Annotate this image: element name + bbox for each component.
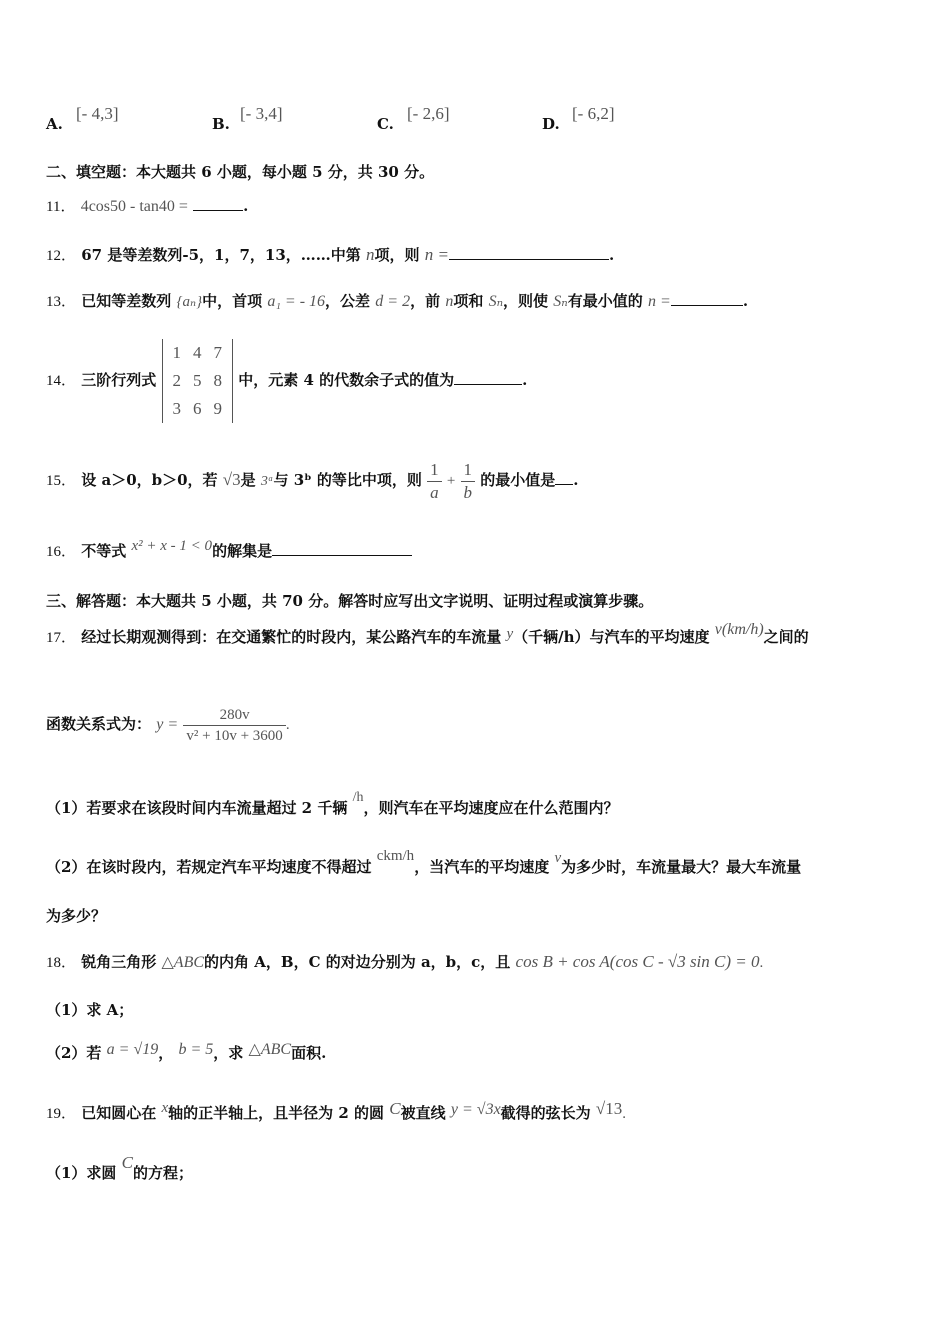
q15-text: 与 3ᵇ 的等比中项，则 [273, 471, 422, 489]
matrix-cell: 6 [193, 399, 202, 418]
q13-first-term: a₁ = - 16 [267, 293, 326, 310]
denominator: b [463, 482, 473, 502]
question-12 [46, 245, 614, 266]
question-number: 11． [46, 199, 76, 215]
section-2-heading: 二、填空题：本大题共 6 小题，每小题 5 分，共 30 分。 [46, 163, 435, 181]
answer-blank [193, 210, 243, 211]
q17-text: 函数关系式为： [46, 715, 152, 733]
q12-var-n: n [366, 245, 375, 264]
period: . [522, 371, 528, 389]
denominator: a [430, 482, 439, 502]
q18-part-1: （1）求 A； [46, 1001, 134, 1019]
q17-text: 经过长期观测得到：在交通繁忙的时段内，某公路汽车的车流量 [81, 628, 502, 646]
q19-part-1 [46, 1153, 194, 1183]
period: . [742, 292, 749, 310]
answer-blank [454, 384, 522, 385]
q18-text: 锐角三角形 [81, 953, 157, 971]
q17-text: （千辆/h）与汽车的平均速度 [513, 628, 710, 646]
q13-var-n: n [445, 293, 454, 310]
q17-part2-text: ，当汽车的平均速度 [414, 858, 550, 876]
q13-text: 中，首项 [202, 292, 263, 310]
option-a-label: A. [46, 115, 63, 133]
q13-common-difference: d = 2 [375, 293, 411, 310]
q19-part1-text: 的方程； [133, 1164, 194, 1182]
period: . [608, 246, 615, 264]
q18-part-2 [46, 1043, 326, 1064]
question-number: 15． [46, 473, 77, 489]
q11-expression: 4cos50 - tan40 = [80, 198, 188, 215]
q13-text: ，前 [410, 292, 441, 310]
q16-inequality: x² + x - 1 < 0 [131, 538, 213, 554]
question-number: 19． [46, 1106, 77, 1122]
question-19 [46, 1099, 627, 1124]
q19-text: 已知圆心在 [81, 1104, 157, 1122]
q17-part2-text: （2）在该时段内，若规定汽车平均速度不得超过 [46, 858, 372, 876]
fraction-1-over-b [461, 459, 476, 504]
q13-text: 项和 [453, 292, 484, 310]
q12-text: 项，则 [374, 246, 420, 264]
q15-text: 是 [240, 471, 256, 489]
q12-expression: n = [424, 245, 449, 264]
q14-text: 中，元素 4 的代数余子式的值为 [238, 371, 455, 389]
question-13 [46, 291, 748, 312]
q13-sequence: {aₙ} [176, 294, 203, 310]
q18-part2-text: ，求 [213, 1044, 244, 1062]
q18-a-value: a = √19 [106, 1041, 159, 1058]
q18-part2-text: （2）若 [46, 1044, 102, 1062]
formula-lhs: y = [156, 716, 179, 733]
q19-chord-length: √13 [595, 1099, 623, 1118]
q15-power: 3ᵃ [260, 474, 274, 489]
q17-var-y: y [506, 626, 514, 642]
q17-part1-text: ，则汽车在平均速度应在什么范围内？ [363, 799, 619, 817]
q18-part2-text: 面积. [291, 1044, 327, 1062]
numerator: 1 [461, 459, 476, 482]
q17-part-2-cont: 为多少？ [46, 907, 107, 925]
q16-text: 不等式 [81, 542, 127, 560]
q17-part-1 [46, 790, 619, 820]
q19-circle-c: C [389, 1099, 401, 1118]
option-a-value: [- 4,3] [76, 104, 119, 123]
q17-speed-unit: v(km/h) [714, 621, 764, 638]
option-d-label: D. [542, 115, 560, 133]
question-11 [46, 196, 248, 217]
question-number: 17． [46, 630, 77, 646]
q19-circle-c: C [121, 1153, 134, 1172]
q13-text: 已知等差数列 [81, 292, 172, 310]
question-number: 13． [46, 294, 77, 310]
denominator: v² + 10v + 3600 [186, 727, 283, 744]
question-number: 12． [46, 248, 77, 264]
q19-part1-text: （1）求圆 [46, 1164, 117, 1182]
q13-sum: Sₙ [488, 293, 504, 310]
option-d-value: [- 6,2] [572, 104, 615, 123]
q17-part2-unit: ckm/h [376, 848, 415, 864]
period: . [759, 955, 764, 971]
period: . [573, 471, 579, 489]
q15-text: 的最小值是 [480, 471, 556, 489]
plus-sign: + [446, 473, 456, 489]
q19-text: 轴的正半轴上，且半径为 2 的圆 [168, 1104, 385, 1122]
q18-text: 的内角 A，B，C 的对边分别为 a，b，c，且 [204, 953, 511, 971]
section-3-heading: 三、解答题：本大题共 5 小题，共 70 分。解答时应写出文字说明、证明过程或演算步骤。 [46, 592, 654, 610]
period: . [243, 197, 249, 215]
option-b-value: [- 3,4] [240, 104, 283, 123]
question-number: 14． [46, 373, 77, 389]
determinant [162, 339, 234, 423]
matrix-cell: 3 [172, 399, 181, 418]
q19-text: 被直线 [400, 1104, 446, 1122]
q17-formula-line [46, 702, 290, 747]
comma: ， [158, 1044, 174, 1062]
numerator: 280v [183, 705, 285, 726]
fraction-1-over-a [427, 459, 442, 504]
q17-part1-unit: /h [352, 790, 364, 805]
option-c-value: [- 2,6] [407, 104, 450, 123]
q19-text: 截得的弦长为 [500, 1104, 591, 1122]
answer-blank [555, 484, 573, 485]
matrix-cell: 7 [213, 343, 222, 362]
q12-text: 67 是等差数列-5，1，7，13，……中第 [81, 246, 361, 264]
question-number: 16． [46, 544, 77, 560]
q13-text: ，则使 [503, 292, 549, 310]
q18-equation: cos B + cos A(cos C - √3 sin C) = 0 [515, 952, 760, 971]
question-14 [46, 338, 527, 423]
answer-blank [272, 555, 412, 556]
q17-part1-text: （1）若要求在该段时间内车流量超过 2 千辆 [46, 799, 348, 817]
period: . [622, 1106, 627, 1122]
q18-b-value: b = 5 [178, 1041, 214, 1058]
matrix-cell: 9 [213, 399, 222, 418]
answer-blank [671, 305, 743, 306]
matrix-cell: 8 [213, 371, 222, 390]
q17-text: 之间的 [763, 628, 809, 646]
q18-triangle: △ABC [161, 954, 205, 971]
option-c-label: C. [377, 115, 394, 133]
q17-part2-text: 为多少时，车流量最大？最大车流量 [561, 858, 802, 876]
option-b-label: B. [212, 115, 230, 133]
matrix-cell: 4 [193, 343, 202, 362]
matrix-cell: 1 [172, 343, 181, 362]
q13-text: 有最小值的 [567, 292, 643, 310]
matrix-cell: 2 [172, 371, 181, 390]
q15-text: 设 a＞0，b＞0，若 [81, 471, 218, 489]
question-16 [46, 538, 412, 562]
q13-expression: n = [648, 293, 671, 310]
question-17 [46, 621, 809, 648]
q13-sum: Sₙ [553, 293, 568, 310]
q17-part2-var-v: v [554, 850, 562, 866]
question-15 [46, 450, 579, 512]
matrix-cell: 5 [193, 371, 202, 390]
q13-text: ，公差 [325, 292, 371, 310]
q14-text: 三阶行列式 [81, 371, 157, 389]
period: . [285, 717, 290, 733]
q19-var-x: x [161, 1100, 169, 1116]
answer-blank [449, 259, 609, 260]
q15-sqrt3: √3 [222, 470, 241, 489]
q18-triangle: △ABC [248, 1041, 292, 1058]
q17-part-2 [46, 848, 802, 878]
question-number: 18． [46, 955, 77, 971]
traffic-formula [183, 705, 285, 746]
numerator: 1 [427, 459, 442, 482]
q16-text: 的解集是 [212, 542, 273, 560]
q19-line-equation: y = √3x [450, 1101, 501, 1118]
question-18 [46, 952, 763, 973]
